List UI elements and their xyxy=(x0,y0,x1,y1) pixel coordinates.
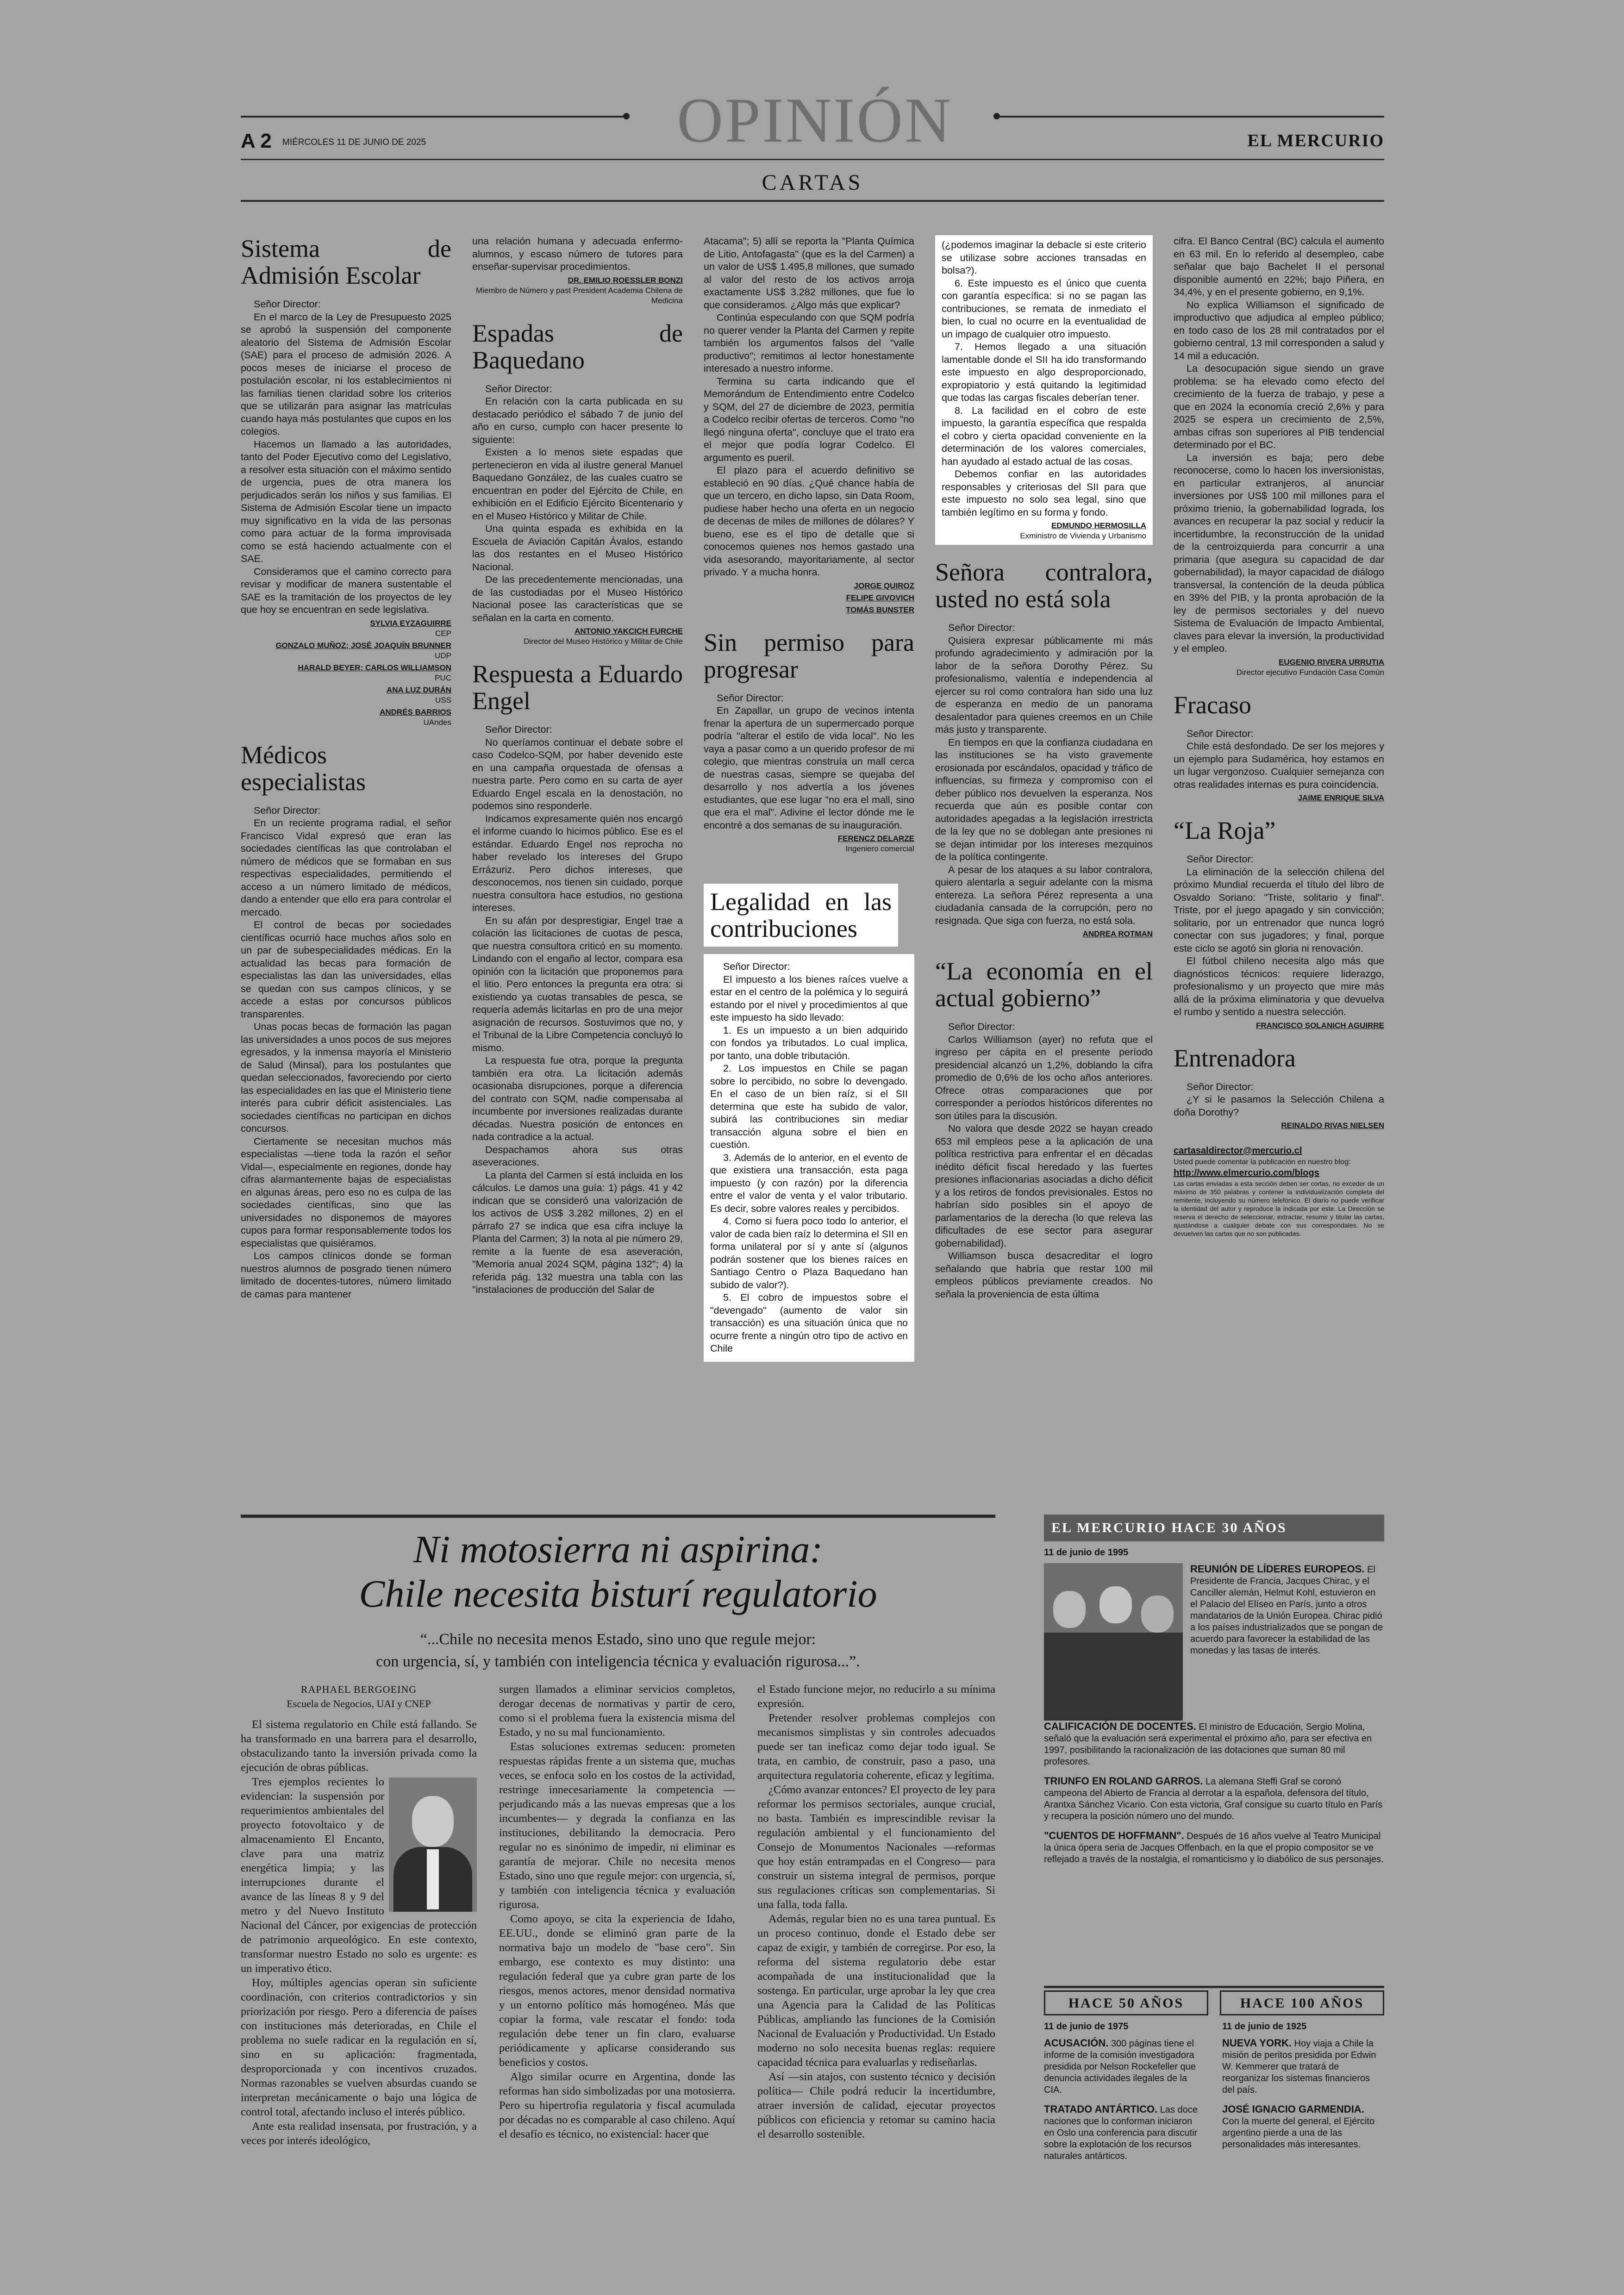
issue-date: MIÉRCOLES 11 DE JUNIO DE 2025 xyxy=(282,137,426,147)
signature-name: ANTONIO YAKCICH FURCHE xyxy=(575,627,683,636)
letter-paragraph: En un reciente programa radial, el señor Francisco Vidal expresó que eran las sociedades científicas las que controlaban el número de médicos que se formaban en sus respectivas especialidades, permitiendo el acceso a un número limitado de médicos, dando a entender que ello era para controlar el mercado. xyxy=(241,817,451,918)
letter-paragraph: A pesar de los ataques a su labor contralora, quiero alentarla a seguir adelante con la misma entereza. La señora Pérez representa a una ciudadanía cansada de la corrupción, pero no resignada. Que siga con fuerza, no está sola. xyxy=(935,864,1153,926)
letter-paragraph: De las precedentemente mencionadas, una de las custodiadas por el Museo Histórico Nacional posee las características que se señalan en la carta en comento. xyxy=(472,574,683,624)
letter-paragraph: En relación con la carta publicada en su destacado periódico el sábado 7 de junio del año en curso, cumplo con hacer presente lo siguiente: xyxy=(472,396,683,445)
letter-salute: Señor Director: xyxy=(948,622,1015,633)
letter-paragraph: La inversión es baja; pero debe reconocerse, como lo hacen los inversionistas, en particular extranjeros, al anunciar inversiones por US$ 100 mil millones para el próximo trienio, la gobernabilidad lograda, los avances en recuperar la paz social y reducir la incertidumbre, la reconstrucción de la unidad de la centroizquierda para concurrir a una primaria (que asegura su capacidad de dar gobernabilidad), la mayor capacidad de diálogo transversal, la contención de la deuda pública en 39% del PIB, y la pronta aprobación de la ley de permisos sectoriales y del nuevo Sistema de Evaluación de Impacto Ambiental, claves para elevar la inversión, la productividad y el empleo. xyxy=(1174,452,1384,654)
signature-role: Exministro de Vivienda y Urbanismo xyxy=(1020,531,1146,540)
contact-info xyxy=(1174,1145,1384,1238)
history-item xyxy=(1044,2037,1201,2096)
letter-sin-permiso xyxy=(704,629,914,854)
signature-role: USS xyxy=(435,695,451,705)
letter-title: Sistema de Admisión Escolar xyxy=(241,235,451,289)
history-item xyxy=(1222,2103,1382,2151)
column-paragraph: Tres ejemplos recientes lo evidencian: la suspensión por requerimientos ambientales del proyecto fotovoltaico y de almacenamiento El Encanto, clave para una matriz energética limpia; y las interrupciones durante el avance de las líneas 8 y 9 del metro y del Nuevo Instituto Nacional del Cáncer, por exigencias de protección de patrimonio arqueológico. En este contexto, transformar nuestro Estado no solo es urgente: es un imperativo ético. xyxy=(241,1776,477,1975)
history-item-text: El Presidente de Francia, Jacques Chirac, y el Canciller alemán, Helmut Kohl, estuvieron en el Palacio del Elíseo en París, junto a otros mandatarios de la Unión Europea. Chirac pidió a los países industrializados que se pongan de acuerdo para favorecer la estabilidad de las monedas y las tasas de interés. xyxy=(1190,1565,1383,1656)
signature-role: Director ejecutivo Fundación Casa Común xyxy=(1236,667,1384,677)
letter-salute: Señor Director: xyxy=(948,1021,1015,1032)
history-photo xyxy=(1044,1563,1183,1721)
masthead-dot-left xyxy=(623,113,630,119)
letter-paragraph: Debemos confiar en las autoridades responsables y criteriosas del SII para que este impuesto no solo sea legal, sino que también legítimo en su forma y fondo. xyxy=(942,468,1146,518)
contact-email-link[interactable]: cartasaldirector@mercurio.cl xyxy=(1174,1146,1302,1156)
letter-title: Respuesta a Eduardo Engel xyxy=(472,660,683,715)
author-photo-face xyxy=(412,1796,454,1847)
letter-title: Señora contralora, usted no está sola xyxy=(935,558,1153,613)
history-item-lead: JOSÉ IGNACIO GARMENDIA. xyxy=(1222,2103,1364,2115)
letter-contralora xyxy=(935,559,1153,939)
letter-paragraph: La eliminación de la selección chilena del próximo Mundial recuerda el título del libro de Osvaldo Soriano: "Triste, solitario y final". Triste, por el juego apagado y sin convicción; solitario, por un entrenador que nunca logró conectar con sus jugadores; y final, porque este ciclo se agotó sin gloria ni renovación. xyxy=(1174,866,1384,954)
column-paragraph: Ante esta realidad insensata, por frustración, y a veces por interés ideológico, xyxy=(241,2120,477,2147)
contact-note: Usted puede comentar la publicación en nuestro blog: xyxy=(1174,1158,1351,1166)
letter-paragraph: 7. Hemos llegado a una situación lamentable donde el SII ha ido transformando este impuesto en algo desproporcionado, expropiatorio y está quitando la legitimidad que todas las cargas fiscales deberían tener. xyxy=(942,341,1146,403)
letters-column-5 xyxy=(1174,235,1384,1238)
column-paragraph: Además, regular bien no es una tarea puntual. Es un proceso continuo, donde el Estado debe ser capaz de exigir, y también de corregirse. Por eso, la reforma del sistema regulatorio debe estar acompañada de una institucionalidad que la sostenga. En particular, urge aprobar la ley que crea una Agencia para la Calidad de las Políticas Públicas, ampliando las funciones de la Comisión Nacional de Evaluación y Productividad. Un Estado moderno no solo necesita buenas reglas: requiere capacidad técnica para evaluarlas y rediseñarlas. xyxy=(757,1913,995,2069)
letter-paragraph: La respuesta fue otra, porque la pregunta también era otra. La licitación además ocasionaba disrupciones, porque a diferencia del contrato con SQM, nadie compensaba al incumbente por inversiones realizadas durante décadas. Nuestra posición de entonces en nada contradice a la actual. xyxy=(472,1055,683,1142)
history-item xyxy=(1044,1721,1384,1768)
signature-role: UAndes xyxy=(423,717,451,727)
letter-espadas xyxy=(472,320,683,647)
history-50-header xyxy=(1044,1990,1208,2015)
letter-paragraph: Williamson busca desacreditar el logro señalando que habría que restar 100 mil empleos públicos previamente creados. No señala la proveniencia de esta última xyxy=(935,1250,1153,1300)
history-item-lead: NUEVA YORK. xyxy=(1222,2037,1292,2049)
letter-entrenadora xyxy=(1174,1045,1384,1131)
column-body-2 xyxy=(499,1682,735,2141)
column-body-1 xyxy=(241,1682,477,2148)
letter-paragraph: 1. Es un impuesto a un bien adquirido con fondos ya tributados. Lo cual implica, por tanto, una doble tributación. xyxy=(710,1024,908,1061)
column-deck-line-2: con urgencia, sí, y también con inteligencia técnica y evaluación rigurosa...”. xyxy=(376,1653,860,1670)
letter-paragraph: Carlos Williamson (ayer) no refuta que el ingreso per cápita en el presente período presidencial alcanzó un 1,2%, doblando la cifra promedio de 0,6% de los ocho años anteriores. Ofrece otras comparaciones que por corresponder a períodos históricos diferentes no son útiles para la discusión. xyxy=(935,1034,1153,1122)
letter-title: Sin permiso para progresar xyxy=(704,628,914,683)
history-photo-figure xyxy=(1053,1591,1086,1628)
signature-name: SYLVIA EYZAGUIRRE xyxy=(370,618,451,628)
signature-name: FELIPE GIVOVICH xyxy=(846,593,914,602)
history-photo-crowd xyxy=(1044,1633,1183,1721)
signature-name: GONZALO MUÑOZ; JOSÉ JOAQUÍN BRUNNER xyxy=(275,641,451,650)
letter-engel xyxy=(472,661,683,1297)
history-50-title: HACE 50 AÑOS xyxy=(1068,1996,1184,2011)
letter-paragraph: En el marco de la Ley de Presupuesto 2025 se aprobó la suspensión del componente aleatorio del Sistema de Admisión Escolar (SAE) para el proceso de admisión 2026. A pocos meses de iniciarse el proceso de postulación escolar, ni los establecimientos ni las familias tienen claridad sobre los criterios que se utilizarán para asignar las matrículas cuando haya más postulantes que cupos en los colegios. xyxy=(241,311,451,437)
letter-paragraph: En su afán por desprestigiar, Engel trae a colación las licitaciones de cuotas de pesca, que nuestra consultora criticó en su momento. Lindando con el engaño al lector, compara esa opinión con la licitación que proponemos para el litio. Pero entonces la pregunta era otra: si existiendo ya cuotas transables de pesca, se requería además licitarlas en pro de una mejor asignación de recursos. Sostuvimos que no, y el Tribunal de la Libre Competencia concluyó lo mismo. xyxy=(472,915,683,1054)
letter-paragraph: Quisiera expresar públicamente mi más profundo agradecimiento y admiración por la labor de la señora Dorothy Pérez. Su profesionalismo, valentía e independencia al ejercer su rol como contralora han sido una luz de esperanza en medio de un panorama desalentador para quienes creemos en un Chile más justo y transparente. xyxy=(935,635,1153,735)
column-headline xyxy=(241,1528,995,1616)
letter-paragraph: Una quinta espada es exhibida en la Escuela de Aviación Capitán Ávalos, estando las dos restantes en el Museo Histórico Nacional. xyxy=(472,523,683,573)
history-photo-figure xyxy=(1141,1596,1174,1633)
letter-paragraph: Chile está desfondado. De ser los mejores y un ejemplo para Sudamérica, hoy estamos en un lugar vergonzoso. Cualquier semejanza con otras realidades internas es pura coincidencia. xyxy=(1174,741,1384,790)
letters-column-1 xyxy=(241,235,451,1315)
letter-paragraph: La desocupación sigue siendo un grave problema: se ha elevado como efecto del crecimiento de la fuerza de trabajo, y pese a que en 2024 la economía creció 2,6% y para 2025 se espera un crecimiento de 2,5%, ambas cifras son superiores al PIB tendencial determinado por el BC. xyxy=(1174,363,1384,450)
masthead-rule-mid xyxy=(241,159,1384,160)
contact-disclaimer: Las cartas enviadas a esta sección deben ser cortas, no exceder de un máximo de 350 palabras y contener la individualización completa del remitente, incluyendo su número telefónico. El diario no puede verificar la identidad del autor y reproduce la indicada por este. La Dirección se reserva el derecho de seleccionar, extractar, resumir y titular las cartas, ajustándose a cualquier debate con sus correspondales. No se devuelven las cartas que no son publicadas. xyxy=(1174,1180,1384,1237)
history-30-header xyxy=(1044,1515,1384,1541)
letter-title: Fracaso xyxy=(1174,691,1251,719)
history-50-body xyxy=(1044,2021,1201,2162)
letter-paragraph: 6. Este impuesto es el único que cuenta con garantía específica: si no se pagan las contribuciones, se remata de inmediato el bien, lo cual no ocurre en la eventualidad de un impago de cualquier otro impuesto. xyxy=(942,277,1146,340)
letter-paragraph: Despachamos ahora sus otras aseveraciones. xyxy=(472,1144,683,1168)
letter-admision xyxy=(241,235,451,728)
signature-name: JORGE QUIROZ xyxy=(854,581,914,590)
letter-medicos xyxy=(241,742,451,1301)
history-item xyxy=(1044,2103,1201,2162)
column-paragraph: Estas soluciones extremas seducen: prometen respuestas rápidas frente a un sistema que, muchas veces, se enfoca solo en los costos de la actividad, restringe innecesariamente la competencia —perjudicando más a las nuevas empresas que a los incumbentes— y degrada la confianza en las instituciones, debilitando la democracia. Pero regular no es sinónimo de impedir, ni eliminar es garantía de mejorar. Chile no necesita menos Estado, sino uno que regule mejor: con urgencia, sí, y también con inteligencia técnica y evaluación rigurosa. xyxy=(499,1740,735,1911)
signature-role: Ingeniero comercial xyxy=(845,844,914,853)
column-headline-line-2: Chile necesita bisturí regulatorio xyxy=(359,1572,877,1615)
letter-economia-continued xyxy=(1174,235,1384,678)
letter-salute: Señor Director: xyxy=(717,692,784,704)
history-item-text: El ministro de Educación, Sergio Molina, señaló que la evaluación será experimental el próximo año, para ser efectiva en 1997, posibilitando la racionalización de las dotaciones que suman 80 mil profesores. xyxy=(1044,1722,1372,1767)
letter-title: Legalidad en las contribuciones xyxy=(704,884,898,947)
letter-paragraph: El fútbol chileno necesita algo más que diagnósticos técnicos: requiere liderazgo, profesionalismo y un proyecto que mire más allá de la próxima eliminatoria y que devuelva el rumbo y sentido a nuestra selección. xyxy=(1174,955,1384,1017)
letter-paragraph: Unas pocas becas de formación las pagan las universidades a unos pocos de sus mejores egresados, y la inmensa mayoría el Ministerio de Salud (Minsal), para los postulantes que quedan seleccionados, favoreciendo por cierto las especialidades en las que el Ministerio tiene interés para cubrir déficit asistenciales. Las sociedades científicas no participan en dichos concursos. xyxy=(241,1021,451,1134)
history-item-lead: "CUENTOS DE HOFFMANN". xyxy=(1044,1830,1184,1841)
signature-name: EUGENIO RIVERA URRUTIA xyxy=(1279,657,1384,667)
column-paragraph: Pretender resolver problemas complejos con mecanismos simplistas y sin controles adecuados puede ser tan ineficaz como dejar todo igual. Se trata, en cambio, de construir, paso a paso, una arquitectura regulatoria coherente, eficaz y legítima. xyxy=(757,1712,995,1782)
signature-name: EDMUNDO HERMOSILLA xyxy=(1051,521,1146,530)
masthead-dot-right xyxy=(993,113,1000,119)
letter-economia xyxy=(935,958,1153,1301)
letter-paragraph: Atacama"; 5) allí se reporta la "Planta Química de Litio, Antofagasta" (que es la del Carmen) a un valor de US$ 1.495,8 millones, que sumado al valor del resto de los activos arroja exactamente US$ 3.282 millones, que fue lo que consideramos. ¿Algo más que explicar? xyxy=(704,236,914,311)
masthead-rule-left xyxy=(241,116,627,118)
letter-paragraph: No valora que desde 2022 se hayan creado 653 mil empleos pese a la aplicación de una política restrictiva para enfrentar el en décadas inédito déficit fiscal heredado y las fuertes presiones inflacionarias asociadas a dicho déficit y a los retiros de fondos previsionales. Estos no habrían sido posibles sin el apoyo de parlamentarios de la derecha (lo que releva las dificultades de ese sector para asegurar gobernabilidad). xyxy=(935,1123,1153,1249)
history-item xyxy=(1222,2037,1382,2096)
letter-salute: Señor Director: xyxy=(254,804,321,816)
history-item xyxy=(1044,1775,1384,1822)
letter-paragraph: Termina su carta indicando que el Memorándum de Entendimiento entre Codelco y SQM, del 27 de diciembre de 2023, permitía a Codelco recibir ofertas de terceros. Como "no llegó ninguna oferta", concluye que el trato era el mejor que podía lograr Codelco. El argumento es pueril. xyxy=(704,375,914,463)
signature-name: FRANCISCO SOLANICH AGUIRRE xyxy=(1255,1021,1384,1030)
letter-paragraph: La planta del Carmen sí está incluida en los cálculos. Le damos una guía: 1) págs. 41 y 42 indican que se consideró una valorización de los activos de US$ 3.282 millones, 2) en el párrafo 27 se indica que esa cifra incluye la Planta del Carmen; 3) la nota al pie número 29, remite a la fuente de esa aseveración, "Memoria anual 2024 SQM, página 132"; 4) la referida pág. 132 muestra una tabla con las "instalaciones de producción del Salar de xyxy=(472,1169,683,1295)
highlighted-letter-box-continued xyxy=(935,235,1153,545)
column-deck xyxy=(241,1628,995,1673)
letter-paragraph: ¿Y si le pasamos la Selección Chilena a doña Dorothy? xyxy=(1174,1094,1384,1118)
history-30-body xyxy=(1044,1547,1384,1865)
signature-name: TOMÁS BUNSTER xyxy=(846,605,914,614)
signature-name: ANA LUZ DURÁN xyxy=(386,685,451,694)
letter-salute: Señor Director: xyxy=(485,383,552,394)
letter-la-roja xyxy=(1174,817,1384,1031)
letter-paragraph: Hacemos un llamado a las autoridades, tanto del Poder Ejecutivo como del Legislativo, a resolver esta situación con el máximo sentido de urgencia, pues de otra manera los perjudicados serán los niños y sus familias. El Sistema de Admisión Escolar tiene un impacto muy significativo en la vida de las personas como para actuar de la forma improvisada como se está haciendo actualmente con el SAE. xyxy=(241,438,451,564)
letter-legalidad xyxy=(704,868,914,1362)
column-paragraph: el Estado funcione mejor, no reducirlo a su mínima expresión. xyxy=(757,1683,995,1710)
signature-name: FERENCZ DELARZE xyxy=(837,834,914,843)
masthead-rule-right xyxy=(1000,116,1384,118)
letters-column-2 xyxy=(472,235,683,1310)
history-100-header xyxy=(1220,1990,1384,2015)
letter-paragraph: El impuesto a los bienes raíces vuelve a estar en el centro de la polémica y lo seguirá estando por el nivel y procedimientos al que este impuesto ha sido llevado: xyxy=(710,973,908,1023)
letter-salute: Señor Director: xyxy=(723,961,790,972)
signature-name: ANDRÉS BARRIOS xyxy=(380,707,451,717)
letter-title: Espadas de Baquedano xyxy=(472,319,683,374)
letter-paragraph: 8. La facilidad en el cobro de este impuesto, la garantía específica que respalda el cobro y cierta opacidad conveniente en la determinación de los valores comerciales, han ayudado al estado actual de las cosas. xyxy=(942,405,1146,467)
subsection-title: CARTAS xyxy=(762,170,863,195)
letter-paragraph: En tiempos en que la confianza ciudadana en las instituciones se ha visto gravemente erosionada por escándalos, opacidad y tráfico de influencias, su firmeza y compromiso con el deber público nos devuelven la esperanza. Nos recuerda que aún es posible contar con autoridades apegadas a la legislación irrestricta de la ley que no se doblegan ante presiones ni se dejan intimidar por los intereses mezquinos de la política contingente. xyxy=(935,736,1153,862)
history-photo-figure xyxy=(1099,1586,1132,1623)
letter-salute: Señor Director: xyxy=(1187,728,1254,739)
column-top-rule xyxy=(241,1515,995,1518)
history-item-lead: TRATADO ANTÁRTICO. xyxy=(1044,2103,1158,2115)
column-paragraph: El sistema regulatorio en Chile está fallando. Se ha transformado en una barrera para el desarrollo, obstaculizando tanto la inversión privada como la ejecución de obras públicas. xyxy=(241,1718,477,1774)
letter-paragraph: Existen a lo menos siete espadas que pertenecieron en vida al ilustre general Manuel Baquedano González, de las cuales cuatro se encuentran en poder del Ejército de Chile, en exhibición en el Edificio Ejército Bicentenario y en el Museo Histórico y Militar de Chile. xyxy=(472,447,683,522)
column-headline-line-1: Ni motosierra ni aspirina: xyxy=(413,1528,823,1571)
column-author-affiliation: Escuela de Negocios, UAI y CNEP xyxy=(287,1698,431,1709)
author-photo xyxy=(389,1777,477,1912)
signature-role: Miembro de Número y past President Academia Chilena de Medicina xyxy=(476,286,683,305)
history-divider xyxy=(1044,1986,1384,1988)
history-item-text: Las doce naciones que lo conforman iniciaron en Oslo una conferencia para discutir sobre la explotación de los recursos naturales antárticos. xyxy=(1044,2105,1198,2161)
author-photo-shirt xyxy=(427,1849,439,1909)
letters-column-3 xyxy=(704,235,914,1362)
history-item-text: 300 páginas tiene el informe de la comisión investigadora presidida por Nelson Rockefeller que denuncia actividades ilegales de la CIA. xyxy=(1044,2039,1196,2095)
history-30-title: EL MERCURIO HACE 30 AÑOS xyxy=(1051,1520,1287,1535)
letter-salute: Señor Director: xyxy=(1187,1081,1254,1092)
letter-paragraph: El plazo para el acuerdo definitivo se estableció en 90 días. ¿Qué chance había de que un tercero, en dicho lapso, sin Data Room, pudiese haber hecho una oferta en un negocio de decenas de miles de millones de dólares? Y bueno, ese es el tipo de detalle que si conocemos quienes nos hemos gastado una vida asesorando, mayoritariamente, al sector privado. Y a mucha honra. xyxy=(704,465,914,578)
column-paragraph: Como apoyo, se cita la experiencia de Idaho, EE.UU., donde se eliminó gran parte de la normativa bajo un modelo de "base cero". Sin embargo, ese contexto es muy distinto: una regulación federal que ya cubre gran parte de los riesgos, menos actores, menor densidad normativa y un entorno político más homogéneo. Más que copiar la forma, vale rescatar el fondo: toda regulación debe tener un fin claro, evaluarse periódicamente y aplicarse considerando sus beneficios y costos. xyxy=(499,1913,735,2069)
history-item-text: Con la muerte del general, el Ejército argentino pierde a una de las personalidades más interesantes. xyxy=(1222,2116,1375,2150)
letter-paragraph: Consideramos que el camino correcto para revisar y modificar de manera sustentable el SAE es la tramitación de los proyectos de ley que hoy se encuentran en sede legislativa. xyxy=(241,566,451,615)
signature-name: JAIME ENRIQUE SILVA xyxy=(1298,793,1384,802)
history-100-date: 11 de junio de 1925 xyxy=(1222,2021,1307,2032)
page-number: A 2 xyxy=(241,130,272,152)
section-title: OPINIÓN xyxy=(677,85,953,156)
history-item-text: Hoy viaja a Chile la misión de peritos presidida por Edwin W. Kemmerer que tratará de reorganizar los sistemas financieros del país. xyxy=(1222,2039,1376,2095)
history-item-text: Después de 16 años vuelve al Teatro Municipal la única ópera seria de Jacques Offenbach, en la que el propio compositor se ve reflejado a través de la nostalgia, el romanticismo y lo diabólico de sus personajes. xyxy=(1044,1831,1384,1865)
column-paragraph: ¿Cómo avanzar entonces? El proyecto de ley para reformar los permisos sectoriales, aunque crucial, no basta. También es imprescindible revisar la regulación ambiental y el funcionamiento del Consejo de Monumentos Nacionales —reformas que hoy están entrampadas en el Congreso— para construir un sistema integral de permisos, porque sus regulaciones críticas son complementarias. Si una falla, toda falla. xyxy=(757,1784,995,1911)
highlighted-letter-box xyxy=(704,954,914,1362)
signature-role: CEP xyxy=(435,629,451,638)
column-paragraph: Hoy, múltiples agencias operan sin suficiente coordinación, con criterios contradictorios y sin priorización por riesgo. Pero a diferencia de países con instituciones más deterioradas, en Chile el problema no suele radicar en la regulación en sí, sino en su aplicación: fragmentada, desproporcionada y con incentivos cruzados. Normas razonables se vuelven absurdas cuando se interpretan mecánicamente o bajo una lógica de control total, afectando incluso el interés público. xyxy=(241,1977,477,2118)
masthead-rule-bottom xyxy=(241,200,1384,202)
letter-title: “La Roja” xyxy=(1174,817,1276,844)
letter-engel-continued xyxy=(704,235,914,615)
signature-name: DR. EMILIO ROESSLER BONZI xyxy=(568,275,683,285)
letter-paragraph: una relación humana y adecuada enfermo-alumnos, y escaso número de tutores para enseñar-supervisar procedimientos. xyxy=(472,236,683,272)
history-item-lead: TRIUNFO EN ROLAND GARROS. xyxy=(1044,1775,1203,1787)
letter-paragraph: (¿podemos imaginar la debacle si este criterio se utilizase sobre acciones transadas en bolsa?). xyxy=(942,239,1146,276)
letter-medicos-continued xyxy=(472,235,683,306)
letter-salute: Señor Director: xyxy=(254,299,321,310)
column-author: RAPHAEL BERGOEING xyxy=(300,1684,417,1695)
history-30-date: 11 de junio de 1995 xyxy=(1044,1547,1129,1558)
letter-title: Médicos especialistas xyxy=(241,741,366,796)
signature-name: HARALD BEYER; CARLOS WILLIAMSON xyxy=(298,663,451,672)
history-item-text: La alemana Steffi Graf se coronó campeona del Abierto de Francia al derrotar a la española, defensora del título, Arantxa Sánchez Vicario. Con esta victoria, Graf consigue su cuarto título en París y recupera la posición número uno del mundo. xyxy=(1044,1777,1383,1821)
history-50-date: 11 de junio de 1975 xyxy=(1044,2021,1129,2032)
letter-paragraph: 5. El cobro de impuestos sobre el "devengado" (aumento de valor sin transacción) es una situación única que no ocurre frente a ningún otro tipo de activo en Chile xyxy=(710,1292,908,1354)
letters-column-4 xyxy=(935,235,1153,1315)
history-100-body xyxy=(1222,2021,1382,2151)
letter-paragraph: cifra. El Banco Central (BC) calcula el aumento en 63 mil. En lo referido al desempleo, cabe señalar que bajo Bachelet II el personal disponible aumentó en 22%; bajo Piñera, en 34,4%, y en el presente gobierno, en 9,1%. xyxy=(1174,236,1384,298)
history-item xyxy=(1044,1830,1384,1865)
letter-paragraph: En Zapallar, un grupo de vecinos intenta frenar la apertura de un supermercado porque podría "alterar el estilo de vida local". No les vaya a pasar como a un querido profesor de mi colegio, que mientras construía un mall cerca de nuestras casas, siempre se quejaba del desarrollo y nos advertía a los jóvenes estudiantes, que ese lugar "no era el mall, sino que era el mal". Adivine el lector dónde me le encontré a dos semanas de su inauguración. xyxy=(704,705,914,831)
letter-paragraph: No queríamos continuar el debate sobre el caso Codelco-SQM, por haber devenido este en una campaña orquestada de ofensas a nuestra parte. Pero como en su carta de ayer Eduardo Engel escala en la denostación, no podemos sino responderle. xyxy=(472,736,683,811)
blog-link[interactable]: http://www.elmercurio.com/blogs xyxy=(1174,1167,1319,1178)
signature-name: ANDREA ROTMAN xyxy=(1082,929,1153,938)
letter-salute: Señor Director: xyxy=(1187,854,1254,865)
history-100-title: HACE 100 AÑOS xyxy=(1240,1996,1364,2011)
signature-role: PUC xyxy=(435,673,451,682)
letter-paragraph: El control de becas por sociedades científicas ocurrió hace muchos años solo en un par de subespecialidades médicas. En la actualidad las becas para formación de especialistas las dan las universidades, ellas se quedan con sus campos clínicos, y se accede a estas por concursos públicos transparentes. xyxy=(241,919,451,1020)
letter-paragraph: Ciertamente se necesitan muchos más especialistas —tiene toda la razón el señor Vidal—, especialmente en regiones, donde hay cifras alarmantemente bajas de especialistas en algunas áreas, pero eso no es culpa de las sociedades científicas, sino que las universidades no disponemos de mayores cupos para formar responsablemente todos los especialistas que quisiéramos. xyxy=(241,1135,451,1249)
column-paragraph: surgen llamados a eliminar servicios completos, derogar decenas de normativas y partir de cero, como si el problema fuera la existencia misma del Estado, y no su mal funcionamiento. xyxy=(499,1683,735,1739)
column-paragraph: Algo similar ocurre en Argentina, donde las reformas han sido simbolizadas por una motosierra. Pero su hipertrofia regulatoria y fiscal acumulada por décadas no es comparable al caso chileno. Aquí el desafío es técnico, no existencial: hacer que xyxy=(499,2070,735,2140)
signature-role: Director del Museo Histórico y Militar de Chile xyxy=(524,637,683,646)
letter-fracaso xyxy=(1174,692,1384,804)
history-item-lead: ACUSACIÓN. xyxy=(1044,2037,1109,2049)
letter-paragraph: No explica Williamson el significado de improductivo que adjudica al empleo público; en todo caso de los 28 mil contratados por el gobierno central, 13 mil corresponden a salud y 14 mil a educación. xyxy=(1174,299,1384,362)
letter-title: Entrenadora xyxy=(1174,1044,1296,1072)
letter-paragraph: Continúa especulando con que SQM podría no querer vender la Planta del Carmen y repite también los argumentos falsos del "valle productivo"; remitimos al lector honestamente interesado a nuestro informe. xyxy=(704,312,914,374)
signature-name: REINALDO RIVAS NIELSEN xyxy=(1281,1121,1384,1130)
column-paragraph: Así —sin atajos, con sustento técnico y decisión política— Chile podrá reducir la incertidumbre, atraer inversión de calidad, ejecutar proyectos públicos con eficiencia y retomar su camino hacia el desarrollo sostenible. xyxy=(757,2070,995,2140)
column-deck-line-1: “...Chile no necesita menos Estado, sino uno que regule mejor: xyxy=(420,1631,816,1648)
letter-salute: Señor Director: xyxy=(485,724,552,735)
letter-paragraph: 3. Además de lo anterior, en el evento de que existiera una transacción, esta paga impuesto (y con razón) por la diferencia entre el valor de venta y el valor tributario. Es decir, sobre valores reales y percibidos. xyxy=(710,1152,908,1214)
letter-title: “La economía en el actual gobierno” xyxy=(935,957,1153,1012)
history-item-lead: CALIFICACIÓN DE DOCENTES. xyxy=(1044,1721,1196,1732)
history-item-lead: REUNIÓN DE LÍDERES EUROPEOS. xyxy=(1190,1563,1365,1575)
signature-role: UDP xyxy=(435,651,451,660)
paper-logo: EL MERCURIO xyxy=(1247,131,1384,150)
letter-paragraph: 2. Los impuestos en Chile se pagan sobre lo percibido, no sobre lo devengado. En el caso de un bien raíz, si el SII determina que este ha subido de valor, subirá las contribuciones sin mediar transacción alguna sobre el bien en cuestión. xyxy=(710,1063,908,1150)
column-body-3 xyxy=(757,1682,995,2141)
letter-paragraph: 4. Como si fuera poco todo lo anterior, el valor de cada bien raíz lo determina el SII en forma unilateral por sí y ante sí (algunos podrán sostener que los bienes raíces en Santiago Centro o Plaza Baquedano han subido de valor?). xyxy=(710,1216,908,1291)
letter-paragraph: Los campos clínicos donde se forman nuestros alumnos de posgrado tienen número limitado de docentes-tutores, número limitado de camas para mantener xyxy=(241,1250,451,1300)
letter-paragraph: Indicamos expresamente quién nos encargó el informe cuando lo hicimos público. Ese es el estándar. Eduardo Engel nos reprocha no haber revelado los intereses del Grupo Errázuriz. Pero dichos intereses, que desconocemos, nos tienen sin cuidado, porque nuestra consultora hace estudios, no gestiona intereses. xyxy=(472,813,683,913)
